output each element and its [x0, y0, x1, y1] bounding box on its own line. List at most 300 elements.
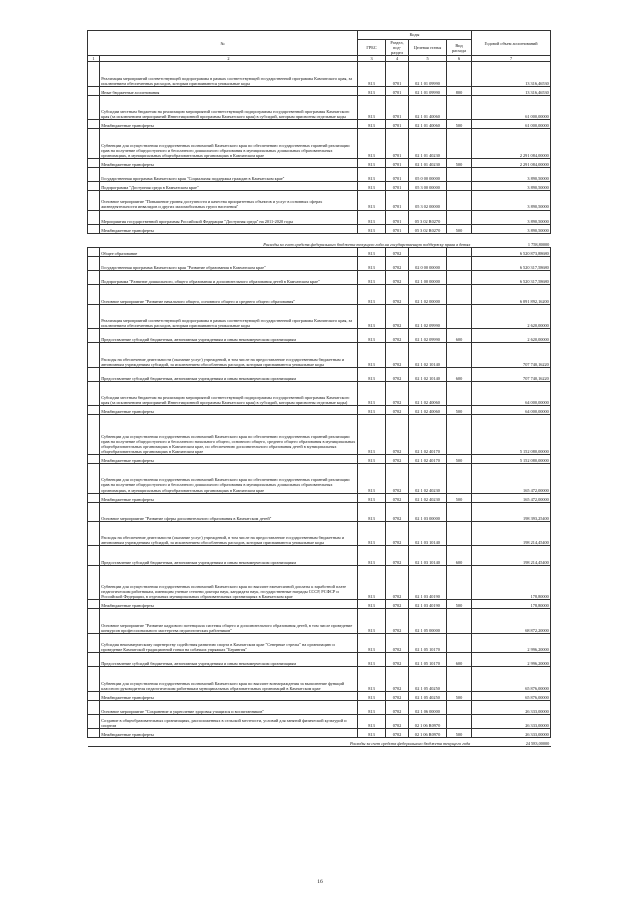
row-target: 05 3 02 R0270: [409, 210, 447, 224]
row-exptype: 500: [447, 691, 472, 700]
table-row: [88, 464, 551, 494]
row-exptype: [447, 62, 472, 86]
table-row: [88, 600, 551, 609]
row-target: 02 1 01 40060: [409, 120, 447, 129]
row-grbs: 813: [358, 546, 386, 565]
row-target: 02 1 02 40060: [409, 381, 447, 405]
row-exptype: 600: [447, 367, 472, 381]
row-number: [88, 565, 100, 600]
row-grbs: 813: [358, 182, 386, 191]
table-row: [88, 257, 551, 271]
note-amount: 24 583,00000: [472, 738, 551, 747]
row-name: Предоставление субсидий бюджетным, автономным учреждениям и иным некоммерческим организациям: [100, 367, 358, 381]
row-amount: 26 333,00000: [472, 729, 551, 738]
row-amount: 198 214,45400: [472, 546, 551, 565]
row-name: Подпрограмма "Доступная среда в Камчатском крае": [100, 182, 358, 191]
table-header: [88, 31, 551, 62]
table-row: [88, 167, 551, 181]
row-exptype: 500: [447, 729, 472, 738]
row-section: 0702: [386, 729, 409, 738]
row-section: 0702: [386, 667, 409, 691]
row-grbs: 813: [358, 700, 386, 714]
row-amount: 6 520 873,88680: [472, 247, 551, 256]
row-name: Межбюджетные трансферты: [100, 691, 358, 700]
row-section: 0702: [386, 304, 409, 328]
row-name: Основное мероприятие "Развитие сферы дополнительного образования в Камчатском детей": [100, 502, 358, 521]
row-name: Предоставление субсидий бюджетным, автономным учреждениям и иным некоммерческим организациям: [100, 653, 358, 667]
row-amount: 5 152 080,00000: [472, 415, 551, 455]
row-grbs: 813: [358, 191, 386, 210]
row-number: [88, 95, 100, 119]
row-section: 0702: [386, 464, 409, 494]
table-row: [88, 191, 551, 210]
row-section: 0702: [386, 691, 409, 700]
row-amount: 2 996,20000: [472, 653, 551, 667]
row-number: [88, 502, 100, 521]
row-name: Межбюджетные трансферты: [100, 729, 358, 738]
table-row: [88, 224, 551, 233]
note-amount: 1 758,80000: [472, 233, 551, 247]
row-exptype: 500: [447, 493, 472, 502]
table-row: [88, 653, 551, 667]
row-name: Общее образование: [100, 247, 358, 256]
row-amount: 3 890,50000: [472, 210, 551, 224]
col-target-header: Целевая статья: [409, 40, 447, 56]
row-name: Реализация мероприятий соответствующей подпрограммы в рамках соответствующей государственной программы Камчатского края, за исключением обеспеченных расходов, которым присваиваются уникальные коды: [100, 304, 358, 328]
row-amount: 64 000,00000: [472, 381, 551, 405]
row-target: 02 1 05 00000: [409, 609, 447, 633]
row-target: 02 0 00 00000: [409, 257, 447, 271]
col-number-header: №: [88, 31, 358, 56]
row-target: 02 1 02 10140: [409, 343, 447, 367]
row-section: 0702: [386, 700, 409, 714]
row-amount: 26 333,00000: [472, 700, 551, 714]
row-grbs: 813: [358, 95, 386, 119]
col-codes-header: Коды: [358, 31, 472, 40]
row-amount: 26 333,00000: [472, 714, 551, 728]
row-exptype: 500: [447, 158, 472, 167]
row-target: 05 3 02 R0270: [409, 224, 447, 233]
row-number: [88, 271, 100, 285]
page-number: 16: [317, 879, 323, 885]
row-target: 02 1 03 10140: [409, 546, 447, 565]
row-target: 02 1 00 00000: [409, 271, 447, 285]
row-number: [88, 653, 100, 667]
row-name: Субвенции для осуществления государственных полномочий Камчатского края по выплате вознаграждения за выполнение функций классного руководителя педагогическим работникам муниципальных образовательных организаций в Камчатском крае: [100, 667, 358, 691]
row-amount: 6 091 892,16200: [472, 285, 551, 304]
row-exptype: [447, 247, 472, 256]
row-name: Государственная программа Камчатского края "Социальная поддержка граждан в Камчатском крае": [100, 167, 358, 181]
budget-table-sheet: [87, 30, 550, 747]
row-number: [88, 600, 100, 609]
row-name: Субсидии местным бюджетам на реализацию мероприятий соответствующей подпрограммы государственной программы Камчатского края (за исключением мероприятий Инвестиционной программы Камчатского края) в субсидий, которым присвоены отдельные коды: [100, 95, 358, 119]
row-name: Субвенции для осуществления государственных полномочий Камчатского края по выплате ежемесячной доплаты к заработной плате педагогическим работникам, имеющим ученые степени доктора наук, кандидата наук, государственные награды СССР, РСФСР и Российской Федерации, в отдельных муниципальных образовательных организациях в Камчатском крае: [100, 565, 358, 600]
row-grbs: 813: [358, 167, 386, 181]
row-name: Межбюджетные трансферты: [100, 224, 358, 233]
row-amount: 2 291 084,00000: [472, 158, 551, 167]
row-grbs: 813: [358, 129, 386, 159]
row-section: 0701: [386, 210, 409, 224]
row-grbs: 813: [358, 158, 386, 167]
row-name: Межбюджетные трансферты: [100, 455, 358, 464]
row-exptype: 500: [447, 406, 472, 415]
row-grbs: 813: [358, 522, 386, 546]
row-exptype: [447, 667, 472, 691]
row-section: 0702: [386, 247, 409, 256]
row-grbs: 813: [358, 609, 386, 633]
row-number: [88, 609, 100, 633]
row-section: 0702: [386, 609, 409, 633]
table-row: [88, 304, 551, 328]
row-number: [88, 455, 100, 464]
row-target: 02 1 02 09990: [409, 329, 447, 343]
row-grbs: 813: [358, 210, 386, 224]
row-number: [88, 633, 100, 652]
row-target: 02 1 06 R0970: [409, 714, 447, 728]
row-section: 0701: [386, 120, 409, 129]
row-amount: 178,80000: [472, 565, 551, 600]
col-exptype-header: Вид расхода: [447, 40, 472, 56]
row-number: [88, 464, 100, 494]
row-target: 05 3 02 00000: [409, 191, 447, 210]
row-exptype: [447, 257, 472, 271]
row-amount: 61 000,00000: [472, 120, 551, 129]
row-amount: 68 872,20000: [472, 609, 551, 633]
row-section: 0702: [386, 415, 409, 455]
row-section: 0702: [386, 522, 409, 546]
row-name: Межбюджетные трансферты: [100, 406, 358, 415]
row-amount: 165 472,00000: [472, 464, 551, 494]
row-name: Создание в общеобразовательных организациях, расположенных в сельской местности, условий для занятий физической культурой и спортом: [100, 714, 358, 728]
row-number: [88, 546, 100, 565]
row-amount: 3 890,50000: [472, 224, 551, 233]
row-amount: 65 876,00000: [472, 667, 551, 691]
row-exptype: [447, 167, 472, 181]
row-grbs: 813: [358, 502, 386, 521]
row-amount: 707 740,16220: [472, 343, 551, 367]
row-grbs: 813: [358, 600, 386, 609]
row-grbs: 813: [358, 329, 386, 343]
row-number: [88, 210, 100, 224]
row-exptype: [447, 210, 472, 224]
table-row: [88, 285, 551, 304]
row-number: [88, 329, 100, 343]
row-grbs: 813: [358, 667, 386, 691]
row-name: Основное мероприятие "Развитие кадрового потенциала системы общего и дополнительного образования детей, в том числе проведение конкурсов профессионального мастерства педагогических работников": [100, 609, 358, 633]
row-section: 0702: [386, 455, 409, 464]
row-name: Основное мероприятие "Сохранение и укрепление здоровья учащихся и воспитанников": [100, 700, 358, 714]
row-name: Основное мероприятие "Повышение уровня доступности и качества приоритетных объектов и услуг в основных сферах жизнедеятельности инвалидов и других маломобильных групп населения": [100, 191, 358, 210]
row-exptype: 600: [447, 546, 472, 565]
row-exptype: 500: [447, 120, 472, 129]
row-number: [88, 304, 100, 328]
row-exptype: [447, 464, 472, 494]
row-amount: 2 620,00000: [472, 304, 551, 328]
row-exptype: 500: [447, 224, 472, 233]
row-section: 0701: [386, 62, 409, 86]
row-section: 0701: [386, 224, 409, 233]
col-num-4: 4: [386, 56, 409, 62]
row-number: [88, 493, 100, 502]
row-grbs: 813: [358, 729, 386, 738]
table-row: [88, 120, 551, 129]
row-amount: 5 152 080,00000: [472, 455, 551, 464]
row-section: 0702: [386, 343, 409, 367]
table-row: [88, 95, 551, 119]
row-target: 02 1 02 40170: [409, 415, 447, 455]
row-number: [88, 691, 100, 700]
row-target: 02 1 06 R0970: [409, 729, 447, 738]
row-target: 02 1 01 09990: [409, 62, 447, 86]
row-exptype: 500: [447, 455, 472, 464]
table-row: [88, 129, 551, 159]
row-target: 02 1 06 00000: [409, 700, 447, 714]
row-name: Субвенции для осуществления государственных полномочий Камчатского края по обеспечению государственных гарантий реализации прав на получение общедоступного и бесплатного начального общего, основного общего, среднего общего образования в муниципальных общеобразовательных организациях в Камчатском крае, по обеспечению дополнительного образования детей в муниципальных общеобразовательных организациях в Камчатском крае: [100, 415, 358, 455]
row-amount: 178,80000: [472, 600, 551, 609]
row-target: 05 3 00 00000: [409, 182, 447, 191]
row-amount: 6 520 317,58680: [472, 257, 551, 271]
row-number: [88, 86, 100, 95]
row-amount: 65 876,00000: [472, 691, 551, 700]
row-name: Предоставление субсидий бюджетным, автономным учреждениям и иным некоммерческим организациям: [100, 546, 358, 565]
row-grbs: 813: [358, 247, 386, 256]
row-section: 0701: [386, 158, 409, 167]
row-exptype: 600: [447, 653, 472, 667]
row-exptype: [447, 700, 472, 714]
row-exptype: [447, 343, 472, 367]
row-number: [88, 158, 100, 167]
row-grbs: 813: [358, 714, 386, 728]
row-number: [88, 667, 100, 691]
row-target: 02 1 02 40230: [409, 493, 447, 502]
row-exptype: [447, 565, 472, 600]
row-name: Межбюджетные трансферты: [100, 493, 358, 502]
row-target: 02 1 02 40170: [409, 455, 447, 464]
row-name: Межбюджетные трансферты: [100, 158, 358, 167]
row-number: [88, 247, 100, 256]
row-section: 0702: [386, 271, 409, 285]
row-section: 0702: [386, 600, 409, 609]
row-section: 0702: [386, 329, 409, 343]
col-num-1: 1: [88, 56, 100, 62]
row-target: [409, 247, 447, 256]
col-num-5: 5: [409, 56, 447, 62]
row-name: Основное мероприятие "Развитие начального общего, основного общего и среднего общего образования": [100, 285, 358, 304]
row-exptype: [447, 609, 472, 633]
row-section: 0702: [386, 257, 409, 271]
row-amount: 3 890,50000: [472, 167, 551, 181]
table-row: [88, 565, 551, 600]
table-row: [88, 729, 551, 738]
row-name: Подпрограмма "Развитие дошкольного, общего образования и дополнительного образования детей в Камчатском крае": [100, 271, 358, 285]
row-section: 0701: [386, 95, 409, 119]
row-target: 02 1 01 40230: [409, 129, 447, 159]
row-number: [88, 522, 100, 546]
row-grbs: 813: [358, 464, 386, 494]
table-row: [88, 522, 551, 546]
row-grbs: 813: [358, 224, 386, 233]
table-body: [88, 62, 551, 747]
row-section: 0701: [386, 129, 409, 159]
row-exptype: [447, 502, 472, 521]
table-row: [88, 62, 551, 86]
table-row: [88, 609, 551, 633]
row-exptype: 600: [447, 329, 472, 343]
table-row: [88, 158, 551, 167]
table-row: [88, 182, 551, 191]
col-num-7: 7: [472, 56, 551, 62]
row-name: Субвенции для осуществления государственных полномочий Камчатского края по обеспечению государственных гарантий реализации прав на получение общедоступного и бесплатного дошкольного образования в муниципальных дошкольных образовательных организациях, в муниципальных общеобразовательных организациях в Камчатском крае: [100, 464, 358, 494]
row-target: 05 0 00 00000: [409, 167, 447, 181]
row-amount: 2 996,20000: [472, 633, 551, 652]
row-name: Реализация мероприятий соответствующей подпрограммы в рамках соответствующей государственной программы Камчатского края, за исключением обеспеченных расходов, которым присваиваются уникальные коды: [100, 62, 358, 86]
row-target: 02 1 01 40230: [409, 158, 447, 167]
table-row: [88, 700, 551, 714]
row-section: 0702: [386, 546, 409, 565]
row-grbs: 813: [358, 271, 386, 285]
table-row: [88, 502, 551, 521]
table-row: [88, 691, 551, 700]
row-target: 02 1 02 40230: [409, 464, 447, 494]
row-exptype: [447, 415, 472, 455]
table-row: [88, 455, 551, 464]
row-name: Иные бюджетные ассигнования: [100, 86, 358, 95]
row-name: Межбюджетные трансферты: [100, 600, 358, 609]
row-exptype: [447, 304, 472, 328]
row-grbs: 813: [358, 381, 386, 405]
row-section: 0702: [386, 653, 409, 667]
row-amount: 198 393,25400: [472, 502, 551, 521]
table-row: [88, 367, 551, 381]
row-exptype: [447, 381, 472, 405]
row-amount: 165 472,00000: [472, 493, 551, 502]
row-exptype: 500: [447, 600, 472, 609]
row-exptype: [447, 182, 472, 191]
row-name: Субвенции для осуществления государственных полномочий Камчатского края по обеспечению государственных гарантий реализации прав на получение общедоступного и бесплатного дошкольного образования в муниципальных дошкольных образовательных организациях, в муниципальных общеобразовательных организациях в Камчатском крае: [100, 129, 358, 159]
row-exptype: [447, 129, 472, 159]
row-amount: 13 316,46530: [472, 62, 551, 86]
row-number: [88, 191, 100, 210]
note-text: Расходы за счет средств федерального бюджета текущего года на государственную поддержку права в детях: [88, 233, 472, 247]
row-grbs: 813: [358, 285, 386, 304]
row-section: 0702: [386, 493, 409, 502]
row-target: 02 1 01 09990: [409, 86, 447, 95]
row-amount: 64 000,00000: [472, 406, 551, 415]
row-grbs: 813: [358, 257, 386, 271]
row-target: 02 1 03 10140: [409, 522, 447, 546]
row-grbs: 813: [358, 455, 386, 464]
row-target: 02 1 02 40060: [409, 406, 447, 415]
table-row: [88, 381, 551, 405]
row-grbs: 813: [358, 633, 386, 652]
row-grbs: 813: [358, 691, 386, 700]
note-row: [88, 738, 551, 747]
row-amount: 6 520 317,58680: [472, 271, 551, 285]
row-number: [88, 257, 100, 271]
row-section: 0701: [386, 167, 409, 181]
row-name: Государственная программа Камчатского края "Развитие образования в Камчатском крае": [100, 257, 358, 271]
table-row: [88, 714, 551, 728]
row-grbs: 813: [358, 406, 386, 415]
row-number: [88, 415, 100, 455]
row-exptype: [447, 714, 472, 728]
table-row: [88, 329, 551, 343]
row-amount: 707 740,16220: [472, 367, 551, 381]
row-number: [88, 367, 100, 381]
row-target: 02 1 03 40190: [409, 600, 447, 609]
row-grbs: 813: [358, 565, 386, 600]
row-exptype: [447, 191, 472, 210]
row-grbs: 813: [358, 62, 386, 86]
row-amount: 3 890,50000: [472, 182, 551, 191]
table-row: [88, 406, 551, 415]
row-exptype: [447, 271, 472, 285]
row-amount: 61 000,00000: [472, 95, 551, 119]
row-section: 0702: [386, 381, 409, 405]
row-target: 02 1 02 00000: [409, 285, 447, 304]
row-number: [88, 406, 100, 415]
row-grbs: 813: [358, 415, 386, 455]
row-number: [88, 120, 100, 129]
row-name: Предоставление субсидий бюджетным, автономным учреждениям и иным некоммерческим организациям: [100, 329, 358, 343]
row-name: Субсидия некоммерческому партнерству содействия развитию спорта в Камчатском крае "Северные стрелы" на организацию и проведение Камчатской традиционной гонки на собачьих упряжках "Берингия": [100, 633, 358, 652]
row-amount: 2 291 084,00000: [472, 129, 551, 159]
table-row: [88, 546, 551, 565]
row-exptype: [447, 522, 472, 546]
row-section: 0702: [386, 714, 409, 728]
row-grbs: 813: [358, 120, 386, 129]
row-grbs: 813: [358, 86, 386, 95]
row-number: [88, 167, 100, 181]
col-grbs-header: ГРБС: [358, 40, 386, 56]
row-number: [88, 129, 100, 159]
row-target: 02 1 03 00000: [409, 502, 447, 521]
table-row: [88, 86, 551, 95]
row-grbs: 813: [358, 653, 386, 667]
table-row: [88, 493, 551, 502]
row-section: 0701: [386, 86, 409, 95]
row-section: 0701: [386, 182, 409, 191]
col-num-3: 3: [358, 56, 386, 62]
row-name: Межбюджетные трансферты: [100, 120, 358, 129]
row-target: 02 1 05 10170: [409, 653, 447, 667]
row-grbs: 813: [358, 367, 386, 381]
table-row: [88, 343, 551, 367]
col-num-2: 2: [100, 56, 358, 62]
row-section: 0702: [386, 502, 409, 521]
col-annual-header: Годовой объем ассигнований: [472, 31, 551, 56]
row-section: 0702: [386, 565, 409, 600]
row-number: [88, 700, 100, 714]
row-target: 02 1 05 10170: [409, 633, 447, 652]
table-row: [88, 210, 551, 224]
row-number: [88, 381, 100, 405]
row-name: Субсидии местным бюджетам на реализацию мероприятий соответствующей подпрограммы государственной программы Камчатского края (за исключением мероприятий Инвестиционной программы Камчатского края) в субсидий, которым присвоены отдельные коды): [100, 381, 358, 405]
row-amount: 198 214,45400: [472, 522, 551, 546]
row-number: [88, 285, 100, 304]
note-row: [88, 233, 551, 247]
row-target: 02 1 05 40250: [409, 667, 447, 691]
row-number: [88, 62, 100, 86]
row-grbs: 813: [358, 343, 386, 367]
row-target: 02 1 02 10140: [409, 367, 447, 381]
row-section: 0702: [386, 367, 409, 381]
row-amount: 3 890,50000: [472, 191, 551, 210]
row-grbs: 813: [358, 493, 386, 502]
col-section-header: Раздел, под-раздел: [386, 40, 409, 56]
budget-table: [87, 30, 551, 747]
row-section: 0702: [386, 633, 409, 652]
